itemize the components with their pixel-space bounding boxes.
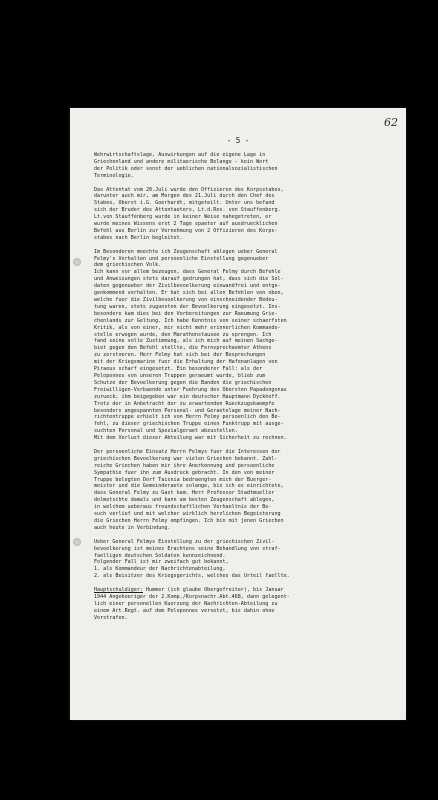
paragraph — [94, 249, 394, 442]
text-line: Felmy's Verhalten und persoenliche Einstellung gegenueber — [94, 255, 269, 262]
text-line: Kritik, als von einer, mir nicht mehr erinnerlichen Kommando- — [94, 324, 281, 331]
punch-hole — [73, 258, 81, 266]
text-line: Piraeus scharf eingesetzt. Ein besonderer Fall: als der — [94, 366, 263, 373]
text-line: sich der Bruder des Attentaeters, Lt.d.Res. von Stauffenberg. — [94, 207, 281, 214]
text-line: Hauptschuldiger: Hummer (ich glaube Obergefreiter), bis Januar — [94, 587, 284, 594]
text-line: Lt.von Stauffenberg wurde in keiner Weise nahegetreten, er — [94, 214, 272, 221]
text-line: 1. als Kommandeur der Nachrichtenabteilung, — [94, 566, 226, 573]
text-line: such verlief und mit welcher wirklich herzlichen Begeisterung — [94, 511, 281, 518]
text-line: der Politik oder sonst der ueblichen nationalsozialistischen — [94, 165, 278, 172]
text-line: suchten Personal und Spezialgeraet abzustellen. — [94, 428, 238, 435]
text-line: fand seine volle Zustimmung, als ich mich auf meinen Sachge- — [94, 338, 278, 345]
text-line: stabes nach Berlin begleitet. — [94, 234, 183, 241]
text-line: genkommend verhalten. Er hat sich bei allen Befehlen von oben, — [94, 290, 284, 297]
text-line: Griechenland und andere militaerische Belange - kein Wort — [94, 158, 269, 165]
text-line: Vorstrafen. — [94, 614, 128, 621]
text-line: mit der Kriegsmarine fuer die Erhaltung der Hafenanlagen von — [94, 359, 278, 366]
text-line: und Anweisungen stets darauf gedrungen hat, dass sich die Sol- — [94, 276, 284, 283]
text-line: griechischen Bevoelkerung war vielen Griechen bekannt. Zahl- — [94, 455, 278, 462]
text-line: die Griechen Herrn Felmy empfingen. Ich bin mit jenen Griechen — [94, 517, 284, 524]
punch-hole — [73, 538, 81, 546]
text-line: Trotz der in Anbetracht der zu erwartenden Rueckzugskaempfe — [94, 400, 275, 407]
underlined-term: Hauptschuldiger: — [94, 587, 143, 594]
text-line: Ich kann vor allem bezeugen, dass General Felmy durch Befehle — [94, 269, 281, 276]
text-line: dass General Felmy zu Gast kam. Herr Professor Stadtmueller — [94, 490, 275, 497]
text-line: Mit dem Verlust dieser Abteilung war mit Sicherheit zu rechnen. — [94, 435, 287, 442]
text-line: tung waren, stets zugunsten der Bevoelkerung eingesetzt. Ins- — [94, 303, 281, 310]
text-line: wurde meines Wissens erst 2 Tage spaeter auf ausdruecklichen — [94, 221, 278, 228]
punch-holes — [72, 108, 84, 720]
text-line: Das Attentat vom 20.Juli wurde den Offizieren des Korpsstabes, — [94, 186, 284, 193]
text-line: meister und die Gemeinderaete solange, bis ich es einrichtete, — [94, 483, 284, 490]
text-line: Ueber General Felmys Einstellung zu der griechischen Zivil- — [94, 538, 275, 545]
text-line: welche fuer die Zivilbevoelkerung von einschneidender Bedeu- — [94, 297, 278, 303]
text-line: Wehrwirtschaftslage, Auswirkungen auf die eigene Lage in — [94, 152, 266, 158]
text-line: Terminologie. — [94, 172, 134, 179]
text-line: auch heute in Verbindung. — [94, 524, 171, 531]
text-line: Der persoenliche Einsatz Herrn Felmys fuer die Interessen der — [94, 448, 281, 455]
text-line: richtentruppe erhielt ich von Herrn Felmy persoenlich den Be- — [94, 414, 281, 421]
text-line: Peloponnes von unseren Truppen geraeumt wurde, blieb zum — [94, 372, 266, 379]
text-line: bevoelkerung ist meines Erachtens seine Behandlung von straf- — [94, 545, 281, 552]
document-body — [94, 152, 394, 628]
text-line: fehl, zu dieser griechischen Truppe einen Funktrupp mit ausge- — [94, 421, 284, 428]
text-line: zurueck; ihm beigegeben war ein deutscher Hauptmann Dyckhoff. — [94, 393, 281, 400]
paragraph — [94, 539, 394, 580]
paragraph — [94, 152, 394, 180]
text-line: darunter auch mir, am Morgen des 21.Juli durch den Chef des — [94, 193, 275, 200]
text-line: in welchem ueberaus freundschaftlichen Verhaeltnis der Be- — [94, 504, 272, 511]
text-line: Truppe belegten Dorf Taisnia bedraengten mich der Buerger- — [94, 476, 272, 483]
text-line: dolmetschte damals und kann am besten Zeugenschaft ablegen, — [94, 497, 275, 504]
text-line: Stabes, Oberst i.G. Goerhardt, mitgeteilt. Unter uns befand — [94, 200, 275, 207]
paragraph — [94, 587, 394, 622]
text-line: 1944 Angehoeriger der 2.Komp./Korpsnachr.Abt.468, dann gelegent- — [94, 593, 290, 600]
page-number: - 5 - — [226, 136, 250, 145]
paragraph — [94, 187, 394, 242]
text-line: Freiwilligen-Verbaende unter Fuehrung des Obersten Papadongonas — [94, 386, 287, 393]
text-line: reiche Griechen haben mir ihre Anerkennung und persoenliche — [94, 462, 275, 469]
text-line: Befehl aus Berlin zur Vernehmung von 2 Offizieren des Korps- — [94, 227, 278, 234]
text-line: faelligen deutschen Soldaten kennzeichnend. — [94, 552, 226, 559]
folio-number: 62 — [384, 116, 398, 129]
text-line: Folgender Fall ist mir zweifach gut bekannt, — [94, 559, 229, 566]
text-line: Schutze der Bevoelkerung gegen die Banden die griechischen — [94, 379, 272, 386]
text-line: daten gegenueber der Zivilbevoelkerung einwandfrei und entge- — [94, 283, 281, 290]
text-line: Sympathie fuer ihn zum Ausdruck gebracht. In den von meiner — [94, 469, 275, 476]
text-line: besonders angespannten Personal- und Geraetelage meiner Nach- — [94, 407, 281, 414]
text-line: zu zerstoeren. Herr Felmy hat sich bei der Besprechungen — [94, 352, 266, 359]
text-line: biet gegen den Befehl stellte, die Fernsprechaemter Athens — [94, 345, 272, 352]
text-line: Im Besonderen moechte ich Zeugenschaft ablegen ueber General — [94, 248, 278, 255]
text-line: chenlands zur Geltung. Ich habe Kenntnis von seiner schaerfsten — [94, 317, 287, 324]
text-line: besondere kam dies bei den Vorbereitungen zur Raeumung Grie- — [94, 310, 278, 317]
paragraph — [94, 449, 394, 532]
text-line: 2. als Beisitzer des Kriegsgerichts, welches das Urteil faellte. — [94, 573, 290, 580]
text-line: einem Art.Regt. auf dem Peloponnes versetzt, bis dahin ohne — [94, 607, 275, 614]
document-page — [70, 108, 406, 720]
text-line: dem griechischen Volk. — [94, 262, 162, 269]
text-line: stelle erwogen wurde, den Marathonstausee zu sprengen. Ich — [94, 331, 272, 338]
text-line: lich einer personellen Kuerzung der Nachrichten-Abteilung zu — [94, 600, 278, 607]
